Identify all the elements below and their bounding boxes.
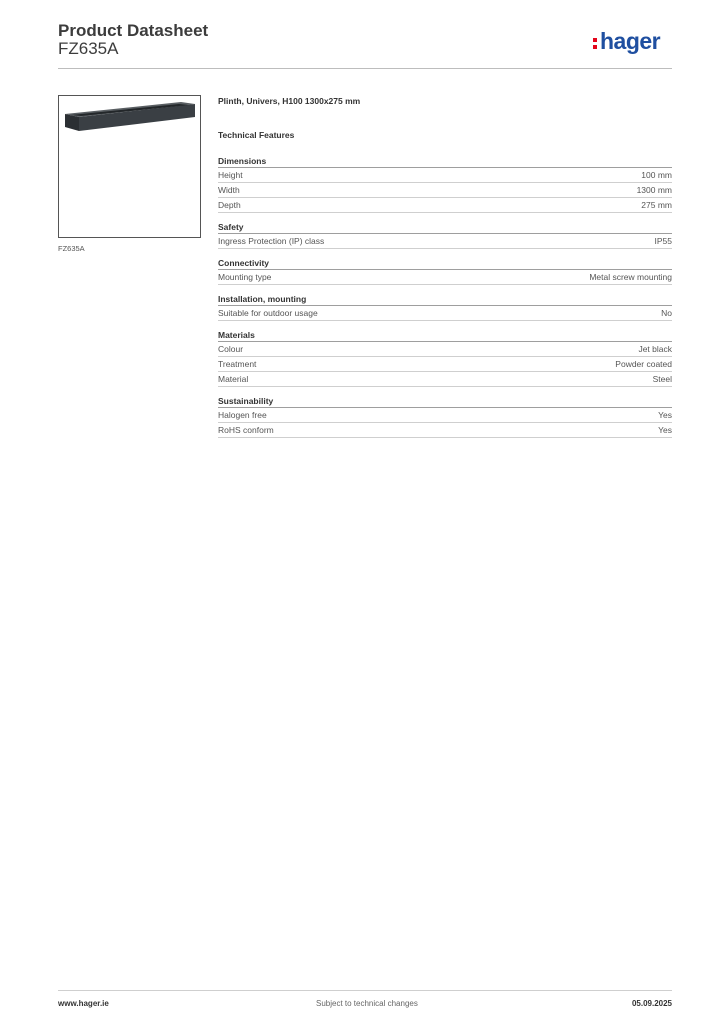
spec-label: Colour [218,344,244,354]
page-title: Product Datasheet [58,21,209,40]
product-description: Plinth, Univers, H100 1300x275 mm [218,96,361,106]
spec-label: RoHS conform [218,425,274,435]
spec-label: Material [218,374,249,384]
spec-label: Mounting type [218,272,272,282]
footer-website: www.hager.ie [58,999,109,1008]
product-code: FZ635A [58,39,119,58]
spec-row [218,408,672,423]
spec-row [218,372,672,387]
spec-label: Halogen free [218,410,267,420]
spec-row [218,183,672,198]
spec-value: No [661,308,672,318]
spec-row [218,270,672,285]
logo-text: hager [600,28,661,54]
spec-group [218,257,672,285]
specs-table [218,155,672,446]
spec-group-title: Installation, mounting [218,293,672,306]
product-image [58,95,201,238]
spec-label: Ingress Protection (IP) class [218,236,325,246]
spec-group [218,293,672,321]
spec-row [218,342,672,357]
spec-row [218,423,672,438]
spec-group [218,395,672,438]
spec-row [218,357,672,372]
spec-group [218,221,672,249]
logo-dots-icon [593,36,598,50]
spec-value: Yes [658,425,672,435]
technical-features-title: Technical Features [218,130,295,140]
spec-value: Jet black [638,344,672,354]
footer-date: 05.09.2025 [631,999,672,1008]
image-caption: FZ635A [58,244,85,253]
spec-value: 275 mm [641,200,672,210]
spec-row [218,168,672,183]
spec-value: Powder coated [615,359,672,369]
spec-row [218,234,672,249]
spec-row [218,198,672,213]
footer-divider [58,990,672,991]
spec-group [218,329,672,387]
spec-value: 100 mm [641,170,672,180]
spec-value: Steel [652,374,672,384]
spec-value: Yes [658,410,672,420]
spec-label: Width [218,185,240,195]
spec-value: IP55 [654,236,672,246]
spec-group-title: Materials [218,329,672,342]
plinth-image [59,96,200,237]
spec-label: Treatment [218,359,257,369]
spec-group-title: Dimensions [218,155,672,168]
header-divider [58,68,672,69]
spec-value: 1300 mm [636,185,672,195]
hager-logo [593,28,660,55]
spec-label: Depth [218,200,241,210]
spec-group-title: Sustainability [218,395,672,408]
spec-group-title: Connectivity [218,257,672,270]
footer-note: Subject to technical changes [316,999,418,1008]
spec-group-title: Safety [218,221,672,234]
spec-value: Metal screw mounting [589,272,672,282]
spec-label: Suitable for outdoor usage [218,308,318,318]
spec-group [218,155,672,213]
spec-row [218,306,672,321]
spec-label: Height [218,170,243,180]
